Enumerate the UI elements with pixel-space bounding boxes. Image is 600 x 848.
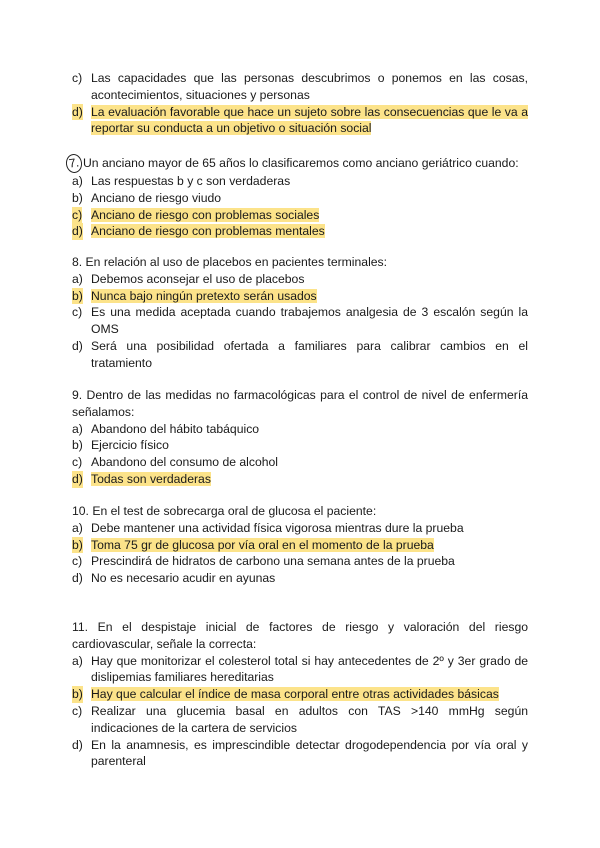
q9-option-b: b) Ejercicio físico <box>72 438 169 453</box>
q9-stem: 9. Dentro de las medidas no farmacológicas para el control de nivel de enfermería señalamos: <box>72 388 528 419</box>
question-6-partial <box>72 70 528 137</box>
q10-option-c: c) Prescindirá de hidratos de carbono una semana antes de la prueba <box>72 554 455 569</box>
q10-stem: 10. En el test de sobrecarga oral de glucosa el paciente: <box>72 504 377 518</box>
q7-stem: 7. Un anciano mayor de 65 años lo clasificaremos como anciano geriátrico cuando: <box>72 154 528 173</box>
q9-option-c: c) Abandono del consumo de alcohol <box>72 455 279 470</box>
q7-option-b: b) Anciano de riesgo viudo <box>72 190 222 205</box>
q6-option-c: c) Las capacidades que las personas descubrimos o ponemos en las cosas, acontecimientos, situaciones y personas <box>72 71 528 102</box>
q10-option-a: a) Debe mantener una actividad física vigorosa mientras dure la prueba <box>72 520 464 535</box>
question-10 <box>72 503 528 587</box>
q10-option-b: b) Toma 75 gr de glucosa por vía oral en el momento de la prueba <box>72 537 434 552</box>
q8-option-a: a) Debemos aconsejar el uso de placebos <box>72 271 305 286</box>
q9-option-d: d) Todas son verdaderas <box>72 471 211 486</box>
q9-option-a: a) Abandono del hábito tabáquico <box>72 421 260 436</box>
q7-option-d: d) Anciano de riesgo con problemas mentales <box>72 224 325 239</box>
q11-option-d: d) En la anamnesis, es imprescindible detectar drogodependencia por vía oral y parenteral <box>72 737 528 769</box>
question-7 <box>67 154 528 240</box>
q8-option-b: b) Nunca bajo ningún pretexto serán usados <box>72 288 317 303</box>
q8-option-d: d) Será una posibilidad ofertada a familiares para calibrar cambios en el tratamiento <box>72 338 528 370</box>
q11-option-c: c) Realizar una glucemia basal en adultos con TAS >140 mmHg según indicaciones de la cartera de servicios <box>72 703 528 735</box>
q6-option-d: d) La evaluación favorable que hace un sujeto sobre las consecuencias que le va a reportar su conducta a un objetivo o situación social <box>72 104 528 136</box>
q11-option-b: b) Hay que calcular el índice de masa corporal entre otras actividades básicas <box>72 687 499 702</box>
q7-circled-number: 7. <box>65 153 83 174</box>
question-9 <box>72 387 528 488</box>
q11-option-a: a) Hay que monitorizar el colesterol total si hay antecedentes de 2º y 3er grado de dislipemias familiares hereditarias <box>72 653 528 685</box>
q7-option-a: a) Las respuestas b y c son verdaderas <box>72 174 291 188</box>
question-8 <box>72 254 528 372</box>
q7-option-c: c) Anciano de riesgo con problemas sociales <box>72 207 320 222</box>
q11-stem: 11. En el despistaje inicial de factores de riesgo y valoración del riesgo cardiovascular, señale la correcta: <box>72 620 528 651</box>
q8-option-c: c) Es una medida aceptada cuando trabajemos analgesia de 3 escalón según la OMS <box>72 305 528 337</box>
q10-option-d: d) No es necesario acudir en ayunas <box>72 571 276 586</box>
question-11 <box>72 619 528 770</box>
q8-stem: 8. En relación al uso de placebos en pacientes terminales: <box>72 255 388 269</box>
